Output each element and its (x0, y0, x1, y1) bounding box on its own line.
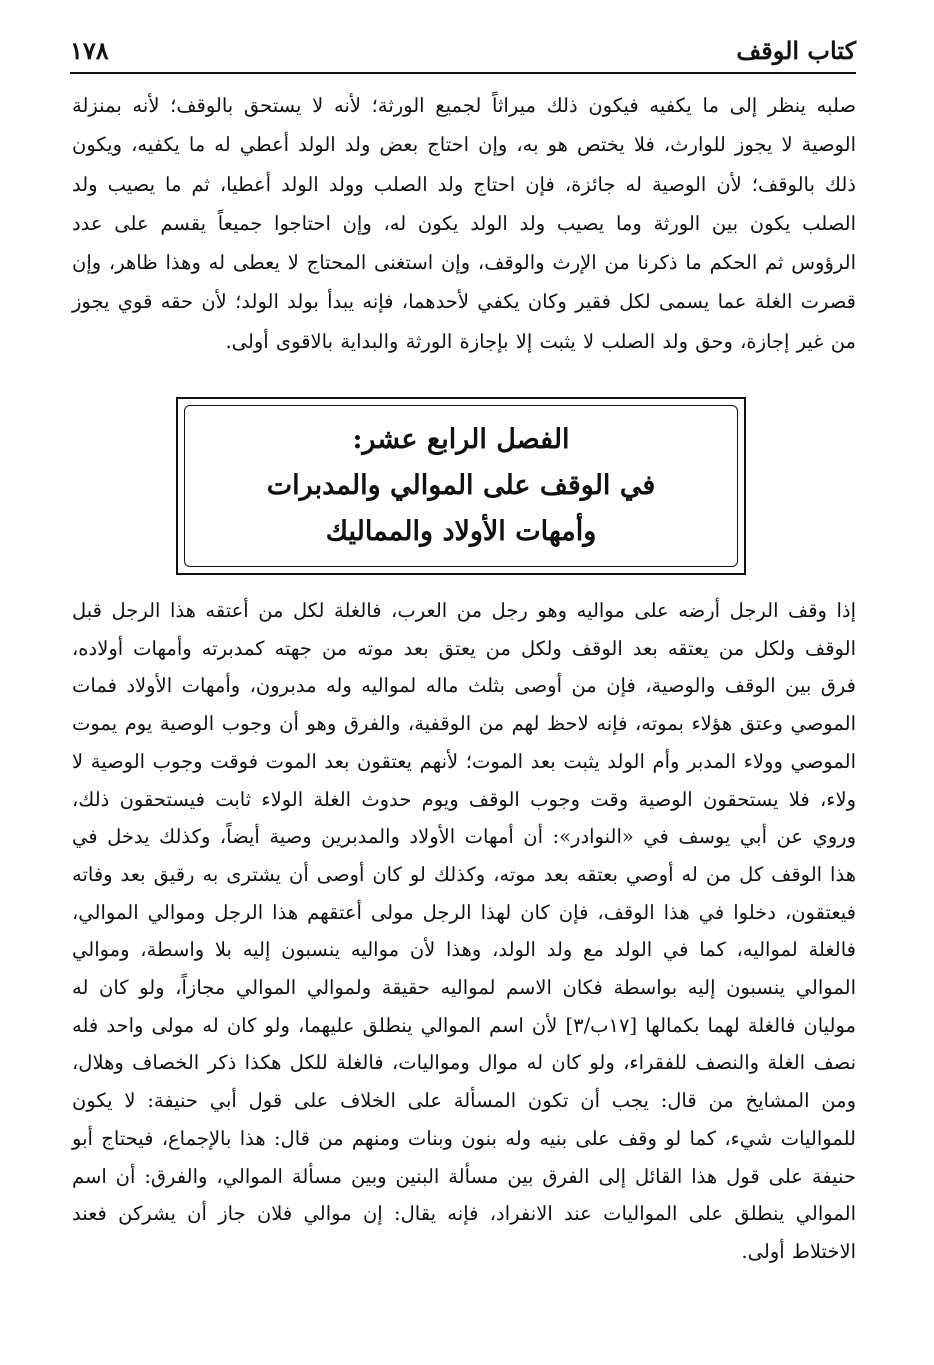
chapter-title-line-2: وأمهات الأولاد والمماليك (325, 516, 597, 547)
paragraph-continuation: صلبه ينظر إلى ما يكفيه فيكون ذلك ميراثاً لجميع الورثة؛ لأنه لا يستحق بالوقف؛ لأنه بمنزلة الوصية لا يجوز للوارث، فلا يختص هو به، وإن احتاج بعض ولد الولد أعطي له ما يكفيه، ويكون ذلك بالوقف؛ لأن الوصية له جائزة، فإن احتاج ولد الصلب وولد الولد أعطيا، ثم ما يصيب ولد الصلب يكون بين الورثة وما يصيب ولد الولد يكون له، وإن احتاجوا جميعاً يقسم على عدد الرؤوس ثم الحكم ما ذكرنا من الإرث والوقف، وإن استغنى المحتاج لا يعطى له وهذا ظاهر، وإن قصرت الغلة عما يسمى لكل فقير وكان يكفي لأحدهما، فإنه يبدأ بولد الولد؛ لأن حقه قوي يجوز من غير إجازة، وحق ولد الصلب لا يثبت إلا بإجازة الورثة والبداية بالاقوى أولى. (72, 94, 856, 353)
page-number: ١٧٨ (70, 35, 109, 65)
chapter-heading-frame (184, 405, 738, 567)
running-header (70, 28, 856, 74)
chapter-number: الفصل الرابع عشر: (352, 424, 570, 455)
chapter-title-line-1: في الوقف على الموالي والمدبرات (266, 470, 656, 501)
paragraph-chapter-body: إذا وقف الرجل أرضه على مواليه وهو رجل من العرب، فالغلة لكل من أعتقه هذا الرجل قبل الوقف ولكل من يعتقه بعد الوقف ولكل من يعتق بعد موته من جهته كمدبرته وأمهات أولاده، فرق بين الوقف والوصية، فإن من أوصى بثلث ماله لمواليه وله مدبرون، وأمهات الأولاد فمات الموصي وعتق هؤلاء بموته، فإنه لاحظ لهم من الوقفية، والفرق وهو أن وجوب الوصية يوم يموت الموصي وولاء المدبر وأم الولد يثبت بعد الموت؛ لأنهم يعتقون بعد الموت فوقت وجوب الوصية لا ولاء، فلا يستحقون الوصية وقت وجوب الوقف ويوم حدوث الغلة الولاء ثابت فيستحقون ذلك، وروي عن أبي يوسف في «النوادر»: أن أمهات الأولاد والمدبرين وصية أيضاً، وكذلك يدخل في هذا الوقف كل من له أوصي بعتقه بعد موته، وكذلك لو كان أوصى أن يشترى به رقيق بعد وفاته فيعتقون، دخلوا في هذا الوقف، فإن كان لهذا الرجل مولى أعتقهم هذا الرجل وموالي الموالي، فالغلة لمواليه، كما في الولد مع ولد الولد، وهذا لأن مواليه ينسبون إليه بلا واسطة، وموالي الموالي ينسبون إليه بواسطة فكان الاسم لمواليه حقيقة ولموالي الموالي مجازاً، ولو كان له موليان فالغلة لهما بكمالها [١٧ب/٣] لأن اسم الموالي ينطلق عليهما، ولو كان له مولى واحد فله نصف الغلة والنصف للفقراء، ولو كان له موال ومواليات، فالغلة للكل هكذا ذكر الخصاف وهلال، ومن المشايخ من قال: يجب أن تكون المسألة على الخلاف على قول أبي حنيفة: لا يكون للمواليات شيء، كما لو وقف على بنيه وله بنون وبنات ومنهم من قال: هذا بالإجماع، فيحتاج أبو حنيفة على قول هذا القائل إلى الفرق بين مسألة البنين وبين مسألة الموالي، والفرق: أن اسم الموالي ينطلق على المواليات عند الانفراد، فإنه يقال: إن موالي فلان جاز أن يشركن فعند الاختلاط أولى. (72, 599, 856, 1263)
chapter-heading-box (176, 397, 746, 575)
book-title: كتاب الوقف (736, 35, 856, 65)
